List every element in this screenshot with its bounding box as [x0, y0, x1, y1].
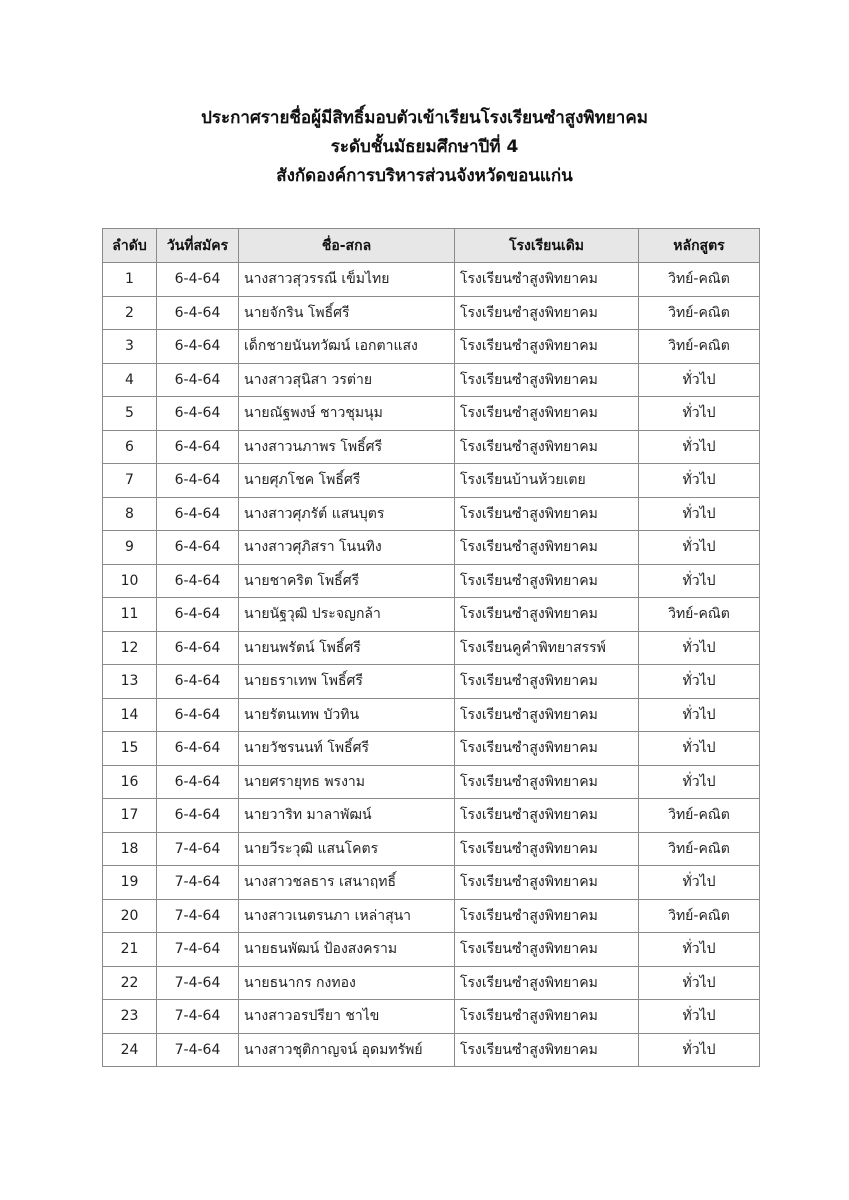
cell-previous-school: โรงเรียนซำสูงพิทยาคม [455, 866, 639, 900]
cell-application-date: 6-4-64 [157, 330, 239, 364]
cell-number: 4 [103, 363, 157, 397]
table-row [103, 531, 760, 565]
cell-previous-school: โรงเรียนซำสูงพิทยาคม [455, 564, 639, 598]
cell-full-name: นายธราเทพ โพธิ์ศรี [239, 665, 455, 699]
cell-full-name: นางสาวอรปรียา ชาไข [239, 1000, 455, 1034]
cell-previous-school: โรงเรียนซำสูงพิทยาคม [455, 531, 639, 565]
cell-application-date: 6-4-64 [157, 765, 239, 799]
table-row [103, 397, 760, 431]
cell-previous-school: โรงเรียนซำสูงพิทยาคม [455, 966, 639, 1000]
table-row [103, 899, 760, 933]
cell-curriculum: ทั่วไป [639, 631, 760, 665]
table-row [103, 732, 760, 766]
cell-number: 6 [103, 430, 157, 464]
cell-previous-school: โรงเรียนซำสูงพิทยาคม [455, 263, 639, 297]
header-application-date: วันที่สมัคร [157, 229, 239, 263]
cell-full-name: เด็กชายนันทวัฒน์ เอกตาแสง [239, 330, 455, 364]
table-row [103, 598, 760, 632]
cell-previous-school: โรงเรียนซำสูงพิทยาคม [455, 899, 639, 933]
cell-full-name: นายชาคริต โพธิ์ศรี [239, 564, 455, 598]
cell-curriculum: ทั่วไป [639, 430, 760, 464]
cell-curriculum: ทั่วไป [639, 497, 760, 531]
cell-full-name: นายวัชรนนท์ โพธิ์ศรี [239, 732, 455, 766]
cell-curriculum: ทั่วไป [639, 665, 760, 699]
cell-application-date: 6-4-64 [157, 531, 239, 565]
cell-full-name: นางสาวสุวรรณี เข็มไทย [239, 263, 455, 297]
document-title [0, 104, 849, 191]
cell-curriculum: ทั่วไป [639, 1033, 760, 1067]
cell-application-date: 7-4-64 [157, 1000, 239, 1034]
cell-number: 10 [103, 564, 157, 598]
header-curriculum: หลักสูตร [639, 229, 760, 263]
cell-full-name: นายณัฐพงษ์ ชาวชุมนุม [239, 397, 455, 431]
table-row [103, 765, 760, 799]
cell-application-date: 6-4-64 [157, 363, 239, 397]
cell-curriculum: ทั่วไป [639, 531, 760, 565]
cell-previous-school: โรงเรียนบ้านห้วยเตย [455, 464, 639, 498]
cell-full-name: นายวาริท มาลาพัฒน์ [239, 799, 455, 833]
cell-previous-school: โรงเรียนซำสูงพิทยาคม [455, 296, 639, 330]
title-line-announcement: ประกาศรายชื่อผู้มีสิทธิ์มอบตัวเข้าเรียนโรงเรียนซำสูงพิทยาคม [201, 108, 648, 128]
cell-number: 2 [103, 296, 157, 330]
cell-application-date: 6-4-64 [157, 296, 239, 330]
cell-full-name: นางสาวชุติกาญจน์ อุดมทรัพย์ [239, 1033, 455, 1067]
cell-previous-school: โรงเรียนซำสูงพิทยาคม [455, 665, 639, 699]
cell-full-name: นายนพรัตน์ โพธิ์ศรี [239, 631, 455, 665]
cell-curriculum: วิทย์-คณิต [639, 832, 760, 866]
cell-previous-school: โรงเรียนซำสูงพิทยาคม [455, 732, 639, 766]
cell-application-date: 6-4-64 [157, 564, 239, 598]
cell-number: 15 [103, 732, 157, 766]
header-full-name: ชื่อ-สกล [239, 229, 455, 263]
cell-number: 23 [103, 1000, 157, 1034]
cell-full-name: นางสาวชลธาร เสนาฤทธิ์ [239, 866, 455, 900]
cell-number: 3 [103, 330, 157, 364]
cell-application-date: 6-4-64 [157, 799, 239, 833]
table-row [103, 698, 760, 732]
cell-previous-school: โรงเรียนซำสูงพิทยาคม [455, 397, 639, 431]
eligible-students-table [102, 228, 760, 1067]
cell-curriculum: วิทย์-คณิต [639, 799, 760, 833]
cell-curriculum: ทั่วไป [639, 363, 760, 397]
cell-number: 21 [103, 933, 157, 967]
cell-curriculum: วิทย์-คณิต [639, 899, 760, 933]
cell-number: 5 [103, 397, 157, 431]
cell-number: 12 [103, 631, 157, 665]
cell-full-name: นางสาวสุนิสา วรต่าย [239, 363, 455, 397]
cell-application-date: 6-4-64 [157, 698, 239, 732]
cell-previous-school: โรงเรียนซำสูงพิทยาคม [455, 1033, 639, 1067]
cell-curriculum: ทั่วไป [639, 564, 760, 598]
cell-application-date: 6-4-64 [157, 732, 239, 766]
cell-previous-school: โรงเรียนซำสูงพิทยาคม [455, 933, 639, 967]
header-number: ลำดับ [103, 229, 157, 263]
cell-full-name: นายศุภโชค โพธิ์ศรี [239, 464, 455, 498]
cell-number: 11 [103, 598, 157, 632]
cell-previous-school: โรงเรียนซำสูงพิทยาคม [455, 799, 639, 833]
table-row [103, 497, 760, 531]
cell-number: 8 [103, 497, 157, 531]
cell-full-name: นางสาวศุภรัต์ แสนบุตร [239, 497, 455, 531]
cell-curriculum: ทั่วไป [639, 933, 760, 967]
title-line-grade-level: ระดับชั้นมัธยมศึกษาปีที่ 4 [330, 137, 519, 157]
cell-previous-school: โรงเรียนซำสูงพิทยาคม [455, 765, 639, 799]
cell-previous-school: โรงเรียนซำสูงพิทยาคม [455, 1000, 639, 1034]
table-row [103, 866, 760, 900]
cell-previous-school: โรงเรียนซำสูงพิทยาคม [455, 698, 639, 732]
cell-application-date: 7-4-64 [157, 966, 239, 1000]
cell-application-date: 6-4-64 [157, 497, 239, 531]
cell-application-date: 6-4-64 [157, 598, 239, 632]
cell-curriculum: ทั่วไป [639, 464, 760, 498]
cell-curriculum: ทั่วไป [639, 866, 760, 900]
cell-previous-school: โรงเรียนคูคำพิทยาสรรพ์ [455, 631, 639, 665]
cell-full-name: นายจักริน โพธิ์ศรี [239, 296, 455, 330]
cell-full-name: นางสาวเนตรนภา เหล่าสุนา [239, 899, 455, 933]
cell-full-name: นายธนากร กงทอง [239, 966, 455, 1000]
cell-full-name: นายนัฐวุฒิ ประจญกล้า [239, 598, 455, 632]
cell-curriculum: ทั่วไป [639, 1000, 760, 1034]
cell-previous-school: โรงเรียนซำสูงพิทยาคม [455, 832, 639, 866]
table-row [103, 933, 760, 967]
cell-number: 16 [103, 765, 157, 799]
table-row [103, 363, 760, 397]
cell-full-name: นายธนพัฒน์ ป้องสงคราม [239, 933, 455, 967]
cell-number: 9 [103, 531, 157, 565]
table-row [103, 966, 760, 1000]
cell-full-name: นายรัตนเทพ บัวทิน [239, 698, 455, 732]
cell-application-date: 6-4-64 [157, 665, 239, 699]
cell-curriculum: ทั่วไป [639, 397, 760, 431]
table-row [103, 564, 760, 598]
cell-curriculum: วิทย์-คณิต [639, 598, 760, 632]
cell-number: 13 [103, 665, 157, 699]
cell-previous-school: โรงเรียนซำสูงพิทยาคม [455, 497, 639, 531]
cell-application-date: 6-4-64 [157, 631, 239, 665]
cell-application-date: 6-4-64 [157, 397, 239, 431]
cell-curriculum: ทั่วไป [639, 698, 760, 732]
table-row [103, 330, 760, 364]
cell-number: 24 [103, 1033, 157, 1067]
cell-application-date: 7-4-64 [157, 832, 239, 866]
table-row [103, 1033, 760, 1067]
cell-curriculum: ทั่วไป [639, 966, 760, 1000]
cell-curriculum: วิทย์-คณิต [639, 296, 760, 330]
cell-full-name: นางสาวนภาพร โพธิ์ศรี [239, 430, 455, 464]
cell-number: 19 [103, 866, 157, 900]
cell-previous-school: โรงเรียนซำสูงพิทยาคม [455, 598, 639, 632]
cell-number: 1 [103, 263, 157, 297]
table-row [103, 263, 760, 297]
cell-application-date: 7-4-64 [157, 866, 239, 900]
cell-application-date: 6-4-64 [157, 464, 239, 498]
table-row [103, 631, 760, 665]
cell-number: 7 [103, 464, 157, 498]
cell-application-date: 6-4-64 [157, 263, 239, 297]
cell-curriculum: ทั่วไป [639, 732, 760, 766]
table-row [103, 430, 760, 464]
header-previous-school: โรงเรียนเดิม [455, 229, 639, 263]
cell-number: 22 [103, 966, 157, 1000]
cell-curriculum: วิทย์-คณิต [639, 263, 760, 297]
table-row [103, 1000, 760, 1034]
title-line-affiliation: สังกัดองค์การบริหารส่วนจังหวัดขอนแก่น [276, 166, 573, 186]
cell-number: 14 [103, 698, 157, 732]
cell-full-name: นางสาวศุภิสรา โนนทิง [239, 531, 455, 565]
cell-application-date: 7-4-64 [157, 1033, 239, 1067]
cell-previous-school: โรงเรียนซำสูงพิทยาคม [455, 330, 639, 364]
table-row [103, 799, 760, 833]
cell-previous-school: โรงเรียนซำสูงพิทยาคม [455, 430, 639, 464]
cell-full-name: นายศรายุทธ พรงาม [239, 765, 455, 799]
cell-full-name: นายวีระวุฒิ แสนโคตร [239, 832, 455, 866]
cell-application-date: 6-4-64 [157, 430, 239, 464]
cell-previous-school: โรงเรียนซำสูงพิทยาคม [455, 363, 639, 397]
cell-application-date: 7-4-64 [157, 899, 239, 933]
table-row [103, 665, 760, 699]
table-header-row [103, 229, 760, 263]
cell-curriculum: วิทย์-คณิต [639, 330, 760, 364]
cell-number: 18 [103, 832, 157, 866]
cell-application-date: 7-4-64 [157, 933, 239, 967]
table-row [103, 296, 760, 330]
cell-number: 17 [103, 799, 157, 833]
cell-curriculum: ทั่วไป [639, 765, 760, 799]
table-body [103, 263, 760, 1067]
table-row [103, 832, 760, 866]
table-row [103, 464, 760, 498]
cell-number: 20 [103, 899, 157, 933]
